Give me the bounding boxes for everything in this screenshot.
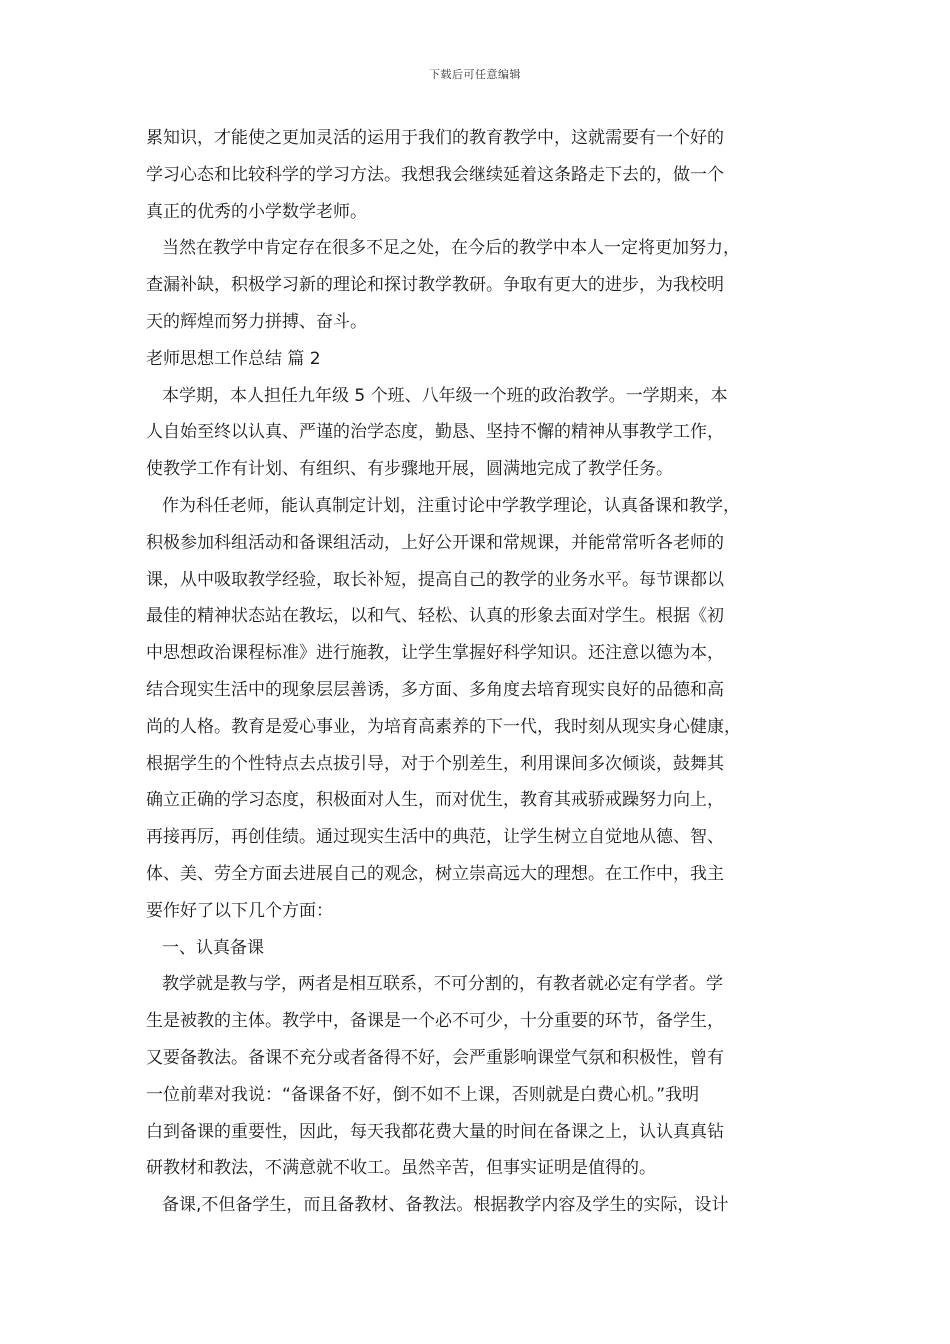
document-body [146, 120, 820, 1224]
text-line: 一、认真备课 [162, 937, 264, 958]
text-line: 天的辉煌而努力拼搏、奋斗。 [146, 311, 367, 332]
text-line: 查漏补缺，积极学习新的理论和探讨教学教研。争取有更大的进步，为我校明 [146, 275, 724, 296]
text-line: 学习心态和比较科学的学习方法。我想我会继续延着这条路走下去的，做一个 [146, 164, 724, 185]
text-line: 最佳的精神状态站在教坛，以和气、轻松、认真的形象去面对学生。根据《初 [146, 606, 724, 627]
text-line: 要作好了以下几个方面： [146, 900, 333, 921]
text-line: 课，从中吸取教学经验，取长补短，提高自己的教学的业务水平。每节课都以 [146, 569, 724, 590]
text-line: 一位前辈对我说：“备课备不好，倒不如不上课，否则就是白费心机。”我明 [146, 1084, 700, 1105]
text-line: 累知识，才能使之更加灵活的运用于我们的教育教学中，这就需要有一个好的 [146, 128, 724, 148]
text-line: 尚的人格。教育是爱心事业，为培育高素养的下一代，我时刻从现实身心健康， [146, 716, 741, 737]
text-line: 本学期，本人担任九年级 5 个班、八年级一个班的政治教学。一学期来，本 [162, 385, 728, 406]
text-line: 再接再厉，再创佳绩。通过现实生活中的典范，让学生树立自觉地从德、智、 [146, 827, 724, 848]
text-line: 白到备课的重要性，因此，每天我都花费大量的时间在备课之上，认认真真钻 [146, 1121, 724, 1142]
text-line: 根据学生的个性特点去点拔引导，对于个别差生，利用课间多次倾谈，鼓舞其 [146, 753, 724, 774]
text-line: 体、美、劳全方面去进展自己的观念，树立崇高远大的理想。在工作中，我主 [146, 863, 724, 884]
text-line: 生是被教的主体。教学中，备课是一个必不可少，十分重要的环节，备学生， [146, 1011, 724, 1032]
text-line: 教学就是教与学，两者是相互联系，不可分割的，有教者就必定有学者。学 [162, 974, 723, 995]
text-line: 备课,不但备学生，而且备教材、备教法。根据教学内容及学生的实际，设计 [162, 1195, 729, 1216]
text-line: 当然在教学中肯定存在很多不足之处，在今后的教学中本人一定将更加努力， [162, 238, 740, 259]
text-line: 确立正确的学习态度，积极面对人生，而对优生，教育其戒骄戒躁努力向上， [146, 790, 724, 811]
text-line: 作为科任老师，能认真制定计划，注重讨论中学教学理论，认真备课和教学， [162, 495, 740, 516]
text-line: 使教学工作有计划、有组织、有步骤地开展，圆满地完成了教学任务。 [146, 459, 673, 480]
text-line: 真正的优秀的小学数学老师。 [146, 201, 367, 222]
text-line: 老师思想工作总结 篇 2 [146, 348, 321, 369]
text-line: 人自始至终以认真、严谨的治学态度，勤恳、坚持不懈的精神从事教学工作， [146, 422, 724, 443]
text-line: 又要备教法。备课不充分或者备得不好，会严重影响课堂气氛和积极性，曾有 [146, 1047, 724, 1068]
text-line: 结合现实生活中的现象层层善诱，多方面、多角度去培育现实良好的品德和高 [146, 679, 724, 700]
text-line: 积极参加科组活动和备课组活动，上好公开课和常规课，并能常常听各老师的 [146, 532, 724, 553]
page-header: 下载后可任意编辑 [429, 68, 521, 81]
text-line: 中思想政治课程标准》进行施教，让学生掌握好科学知识。还注意以德为本， [146, 643, 724, 664]
text-line: 研教材和教法，不满意就不收工。虽然辛苦，但事实证明是值得的。 [146, 1158, 656, 1179]
